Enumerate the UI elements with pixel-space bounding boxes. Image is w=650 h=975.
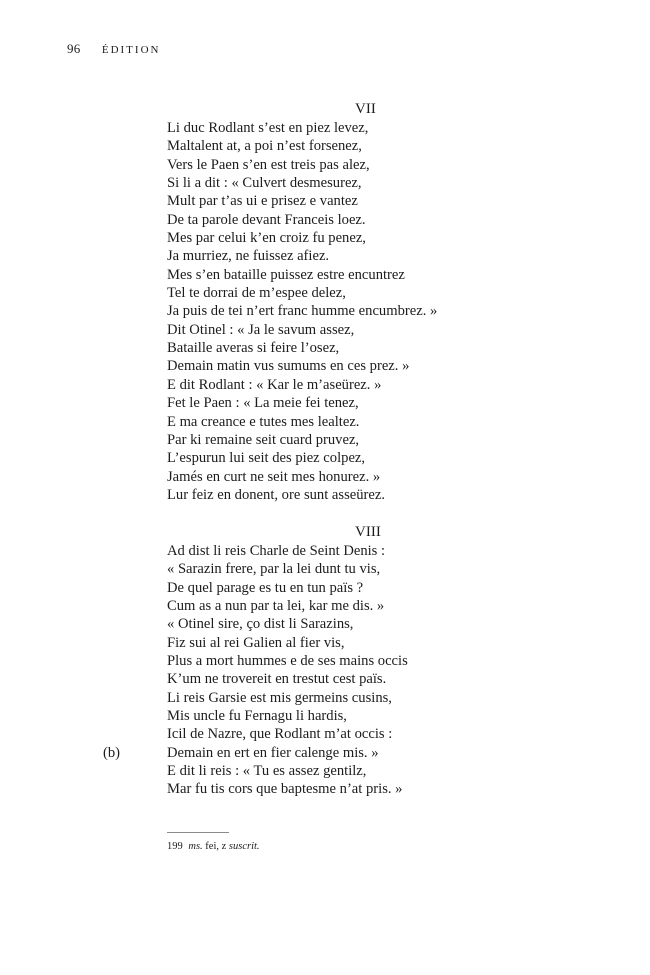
footnote-ms-abbrev: ms. [188,841,203,852]
verse-text: Mes par celui k’en croiz fu penez, [167,230,366,247]
verse-text: E dit li reis : « Tu es assez gentilz, [167,763,367,780]
verse-text: Demain matin vus sumums en ces prez. » [167,358,410,375]
verse-text: Mes s’en bataille puissez estre encuntrez [167,266,405,283]
verse-text: Mar fu tis cors que baptesme n’at pris. » [167,781,403,798]
verse-text: L’espurun lui seit des piez colpez, [167,450,366,467]
verse-text: Par ki remaine seit cuard pruvez, [167,431,360,448]
verse-text: Fiz sui al rei Galien al fier vis, [167,634,345,651]
laisse-numeral: VII [355,101,376,117]
footnote [167,840,260,854]
verse-text: Si li a dit : « Culvert desmesurez, [167,175,362,192]
verse-text: Plus a mort hummes e de ses mains occis [167,653,408,670]
verse-text: E dit Rodlant : « Kar le m’aseürez. » [167,376,382,393]
verse-text: Vers le Paen s’en est treis pas alez, [167,156,370,173]
verse-text: Maltalent at, a poi n’est forsenez, [167,138,362,155]
verse-text: Li duc Rodlant s’est en piez levez, [167,120,369,136]
verse-text: K’um ne trovereit en trestut cest païs. [167,671,387,688]
footnote-rule [167,832,229,833]
verse-text: Jamés en curt ne seit mes honurez. » [167,468,381,485]
running-title: ÉDITION [101,44,161,56]
verse-text: Mult par t’as ui e prisez e vantez [167,193,358,210]
laisse-numeral: VIII [355,524,381,540]
verse-text: Ja murriez, ne fuissez afiez. [167,248,330,265]
page-number: 96 [67,41,81,56]
verse-text: Icil de Nazre, que Rodlant m’at occis : [167,726,393,743]
verse-text: « Sarazin frere, par la lei dunt tu vis, [167,561,381,578]
verse-text: Bataille averas si feire l’osez, [167,340,340,357]
verse-text: « Otinel sire, ço dist li Sarazins, [167,616,354,633]
verse-text: De quel parage es tu en tun païs ? [167,579,364,596]
margin-note: (b) [103,744,121,761]
verse-text: Li reis Garsie est mis germeins cusins, [167,689,392,706]
verse-text: Ad dist li reis Charle de Seint Denis : [167,543,386,559]
verse-text: Ja puis de tei n’ert franc humme encumbrez. » [167,303,438,320]
verse-text: De ta parole devant Franceis loez. [167,211,366,228]
running-head [67,40,160,58]
verse-text: Dit Otinel : « Ja le savum assez, [167,321,355,338]
footnote-text: fei, z [205,841,227,852]
verse-text: Tel te dorrai de m’espee delez, [167,285,346,302]
footnote-verse-number: 199 [167,841,183,852]
verse-text: Fet le Paen : « La meie fei tenez, [167,395,359,412]
verse-text: Demain en ert en fier calenge mis. » [167,744,379,761]
verse-text: Mis uncle fu Fernagu li hardis, [167,708,347,725]
verse-text: E ma creance e tutes mes lealtez. [167,413,360,430]
verse-text: Lur feiz en donent, ore sunt asseürez. [167,486,386,503]
footnote-note: suscrit. [228,841,260,852]
verse-text: Cum as a nun par ta lei, kar me dis. » [167,598,385,615]
